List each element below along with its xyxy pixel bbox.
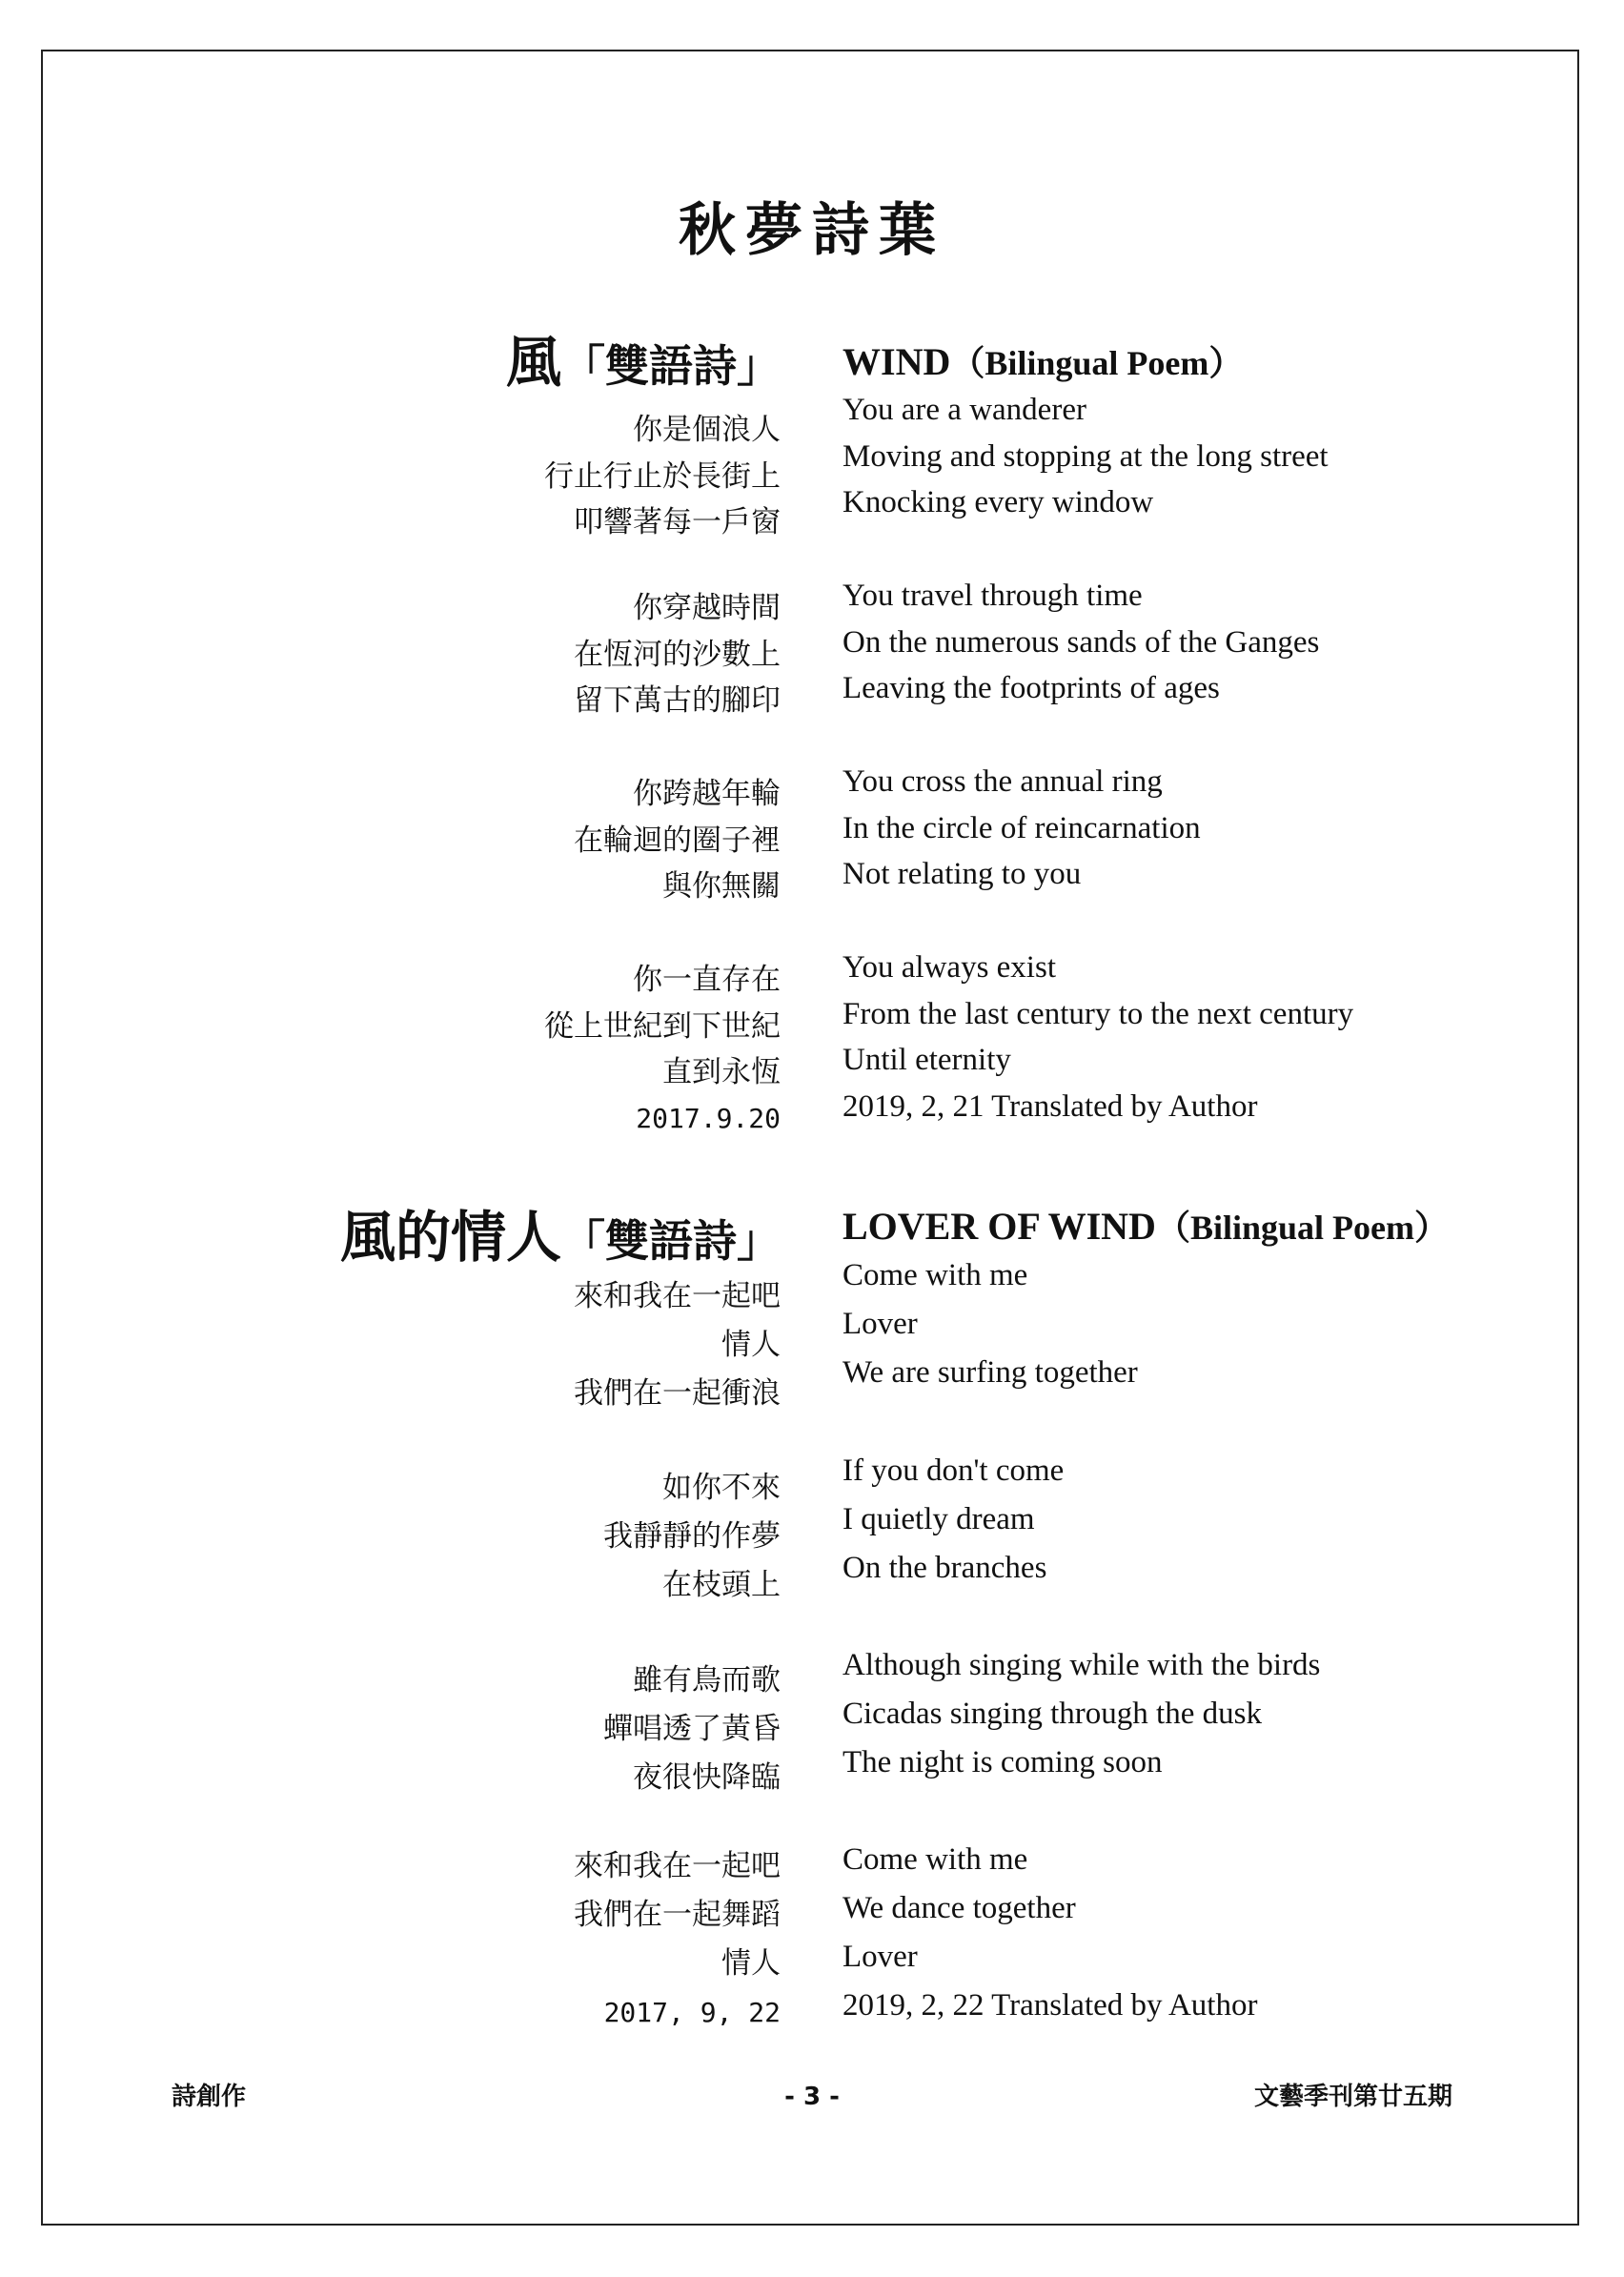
stanza-zh — [603, 1464, 781, 1610]
poem-line-zh: 在輪迴的圈子裡 — [574, 823, 781, 858]
poem-line-zh: 我靜靜的作夢 — [603, 1519, 781, 1554]
poem-zh-tag: 「雙語詩」 — [561, 340, 781, 392]
poem-line-en: We dance together — [842, 1891, 1076, 1925]
poem-line-en: Lover — [842, 1940, 918, 1974]
poem-line-zh: 來和我在一起吧 — [574, 1279, 781, 1313]
poem-zh-tag: 「雙語詩」 — [561, 1215, 781, 1267]
poem-line-en: You always exist — [842, 950, 1056, 985]
poem-line-zh: 在枝頭上 — [662, 1568, 781, 1602]
poem-line-zh: 從上世紀到下世紀 — [544, 1008, 781, 1044]
stanza-zh — [574, 771, 781, 910]
poem-line-en: If you don't come — [842, 1454, 1065, 1488]
stanza-zh — [603, 1657, 781, 1802]
poem-line-en: You travel through time — [842, 579, 1143, 613]
poem-line-zh: 我們在一起衝浪 — [574, 1376, 781, 1411]
poem-en-title-text: LOVER OF WIND — [842, 1205, 1156, 1248]
poem-en-tag: （Bilingual Poem） — [950, 344, 1244, 382]
poem-zh-title-text: 風 — [505, 330, 561, 395]
poem-date-en: 2019, 2, 22 Translated by Author — [842, 1988, 1258, 2023]
footer-section-label: 詩創作 — [172, 2083, 247, 2111]
stanza-zh — [544, 407, 781, 546]
poem-line-zh: 直到永恆 — [662, 1055, 781, 1089]
poem-line-zh: 你是個浪人 — [633, 413, 781, 447]
stanza-en — [842, 573, 1319, 712]
stanza-en — [842, 759, 1201, 898]
poem-line-en: Come with me — [842, 1842, 1028, 1877]
stanza-zh — [574, 1272, 781, 1418]
poem-line-zh: 如你不來 — [662, 1471, 781, 1505]
poem-line-zh: 你穿越時間 — [633, 591, 781, 625]
poem-line-zh: 在恆河的沙數上 — [574, 637, 781, 672]
poem-zh-title-text: 風的情人 — [339, 1205, 561, 1270]
poem-line-en: Moving and stopping at the long street — [842, 438, 1329, 474]
stanza-en — [842, 1836, 1257, 2030]
poem-line-zh: 留下萬古的腳印 — [574, 683, 781, 718]
poem-zh-title — [340, 1204, 781, 1274]
poem-en-title-text: WIND — [842, 340, 951, 383]
poem-zh-title — [506, 329, 781, 399]
page-border — [41, 50, 1579, 2226]
poem-line-zh: 與你無關 — [662, 869, 781, 904]
poem-en-tag: （Bilingual Poem） — [1155, 1209, 1449, 1247]
poem-line-en: In the circle of reincarnation — [842, 810, 1201, 845]
poem-line-en: Not relating to you — [842, 857, 1082, 891]
poem-line-en: Until eternity — [842, 1043, 1011, 1077]
poem-line-en: Although singing while with the birds — [842, 1648, 1321, 1682]
poem-line-en: Knocking every window — [842, 485, 1154, 519]
poem-line-zh: 行止行止於長街上 — [544, 458, 781, 494]
poem-date-en: 2019, 2, 21 Translated by Author — [842, 1088, 1258, 1124]
poem-line-en: On the numerous sands of the Ganges — [842, 624, 1320, 660]
poem-line-en: The night is coming soon — [842, 1745, 1163, 1779]
poem-line-zh: 雖有鳥而歌 — [633, 1663, 781, 1698]
page-number: - 3 - — [784, 2083, 840, 2111]
stanza-zh — [574, 1842, 781, 2037]
stanza-en — [842, 1641, 1320, 1787]
poem-line-en: Come with me — [842, 1258, 1028, 1292]
poem-line-zh: 夜很快降臨 — [633, 1760, 781, 1795]
poem-line-en: I quietly dream — [842, 1502, 1035, 1536]
poem-line-en: From the last century to the next century — [842, 996, 1354, 1031]
stanza-zh — [574, 585, 781, 724]
poem-line-en: On the branches — [842, 1551, 1047, 1585]
stanza-en — [842, 387, 1329, 526]
poem-line-zh: 來和我在一起吧 — [574, 1849, 781, 1883]
poem-date-zh: 2017, 9, 22 — [603, 1997, 781, 2028]
poem-line-zh: 情人 — [721, 1946, 781, 1981]
poem-line-en: We are surfing together — [842, 1355, 1138, 1390]
stanza-en — [842, 1251, 1138, 1397]
poem-line-en: Cicadas singing through the dusk — [842, 1697, 1262, 1731]
poem-line-zh: 情人 — [721, 1328, 781, 1362]
poem-line-zh: 你跨越年輪 — [633, 777, 781, 811]
page-title: 秋夢詩葉 — [679, 197, 945, 264]
poem-line-zh: 我們在一起舞蹈 — [574, 1898, 781, 1932]
stanza-en — [842, 1447, 1064, 1593]
stanza-zh — [544, 957, 781, 1142]
poem-line-en: You are a wanderer — [842, 393, 1086, 427]
footer-publication: 文藝季刊第廿五期 — [1253, 2083, 1452, 2111]
poem-line-en: You cross the annual ring — [842, 764, 1163, 799]
poem-line-zh: 叩響著每一戶窗 — [574, 505, 781, 539]
poem-line-en: Leaving the footprints of ages — [842, 671, 1220, 705]
poem-line-zh: 你一直存在 — [633, 963, 781, 997]
poem-line-en: Lover — [842, 1307, 918, 1341]
stanza-en — [842, 945, 1353, 1129]
poem-date-zh: 2017.9.20 — [636, 1102, 781, 1134]
poem-line-zh: 蟬唱透了黃昏 — [603, 1712, 781, 1746]
